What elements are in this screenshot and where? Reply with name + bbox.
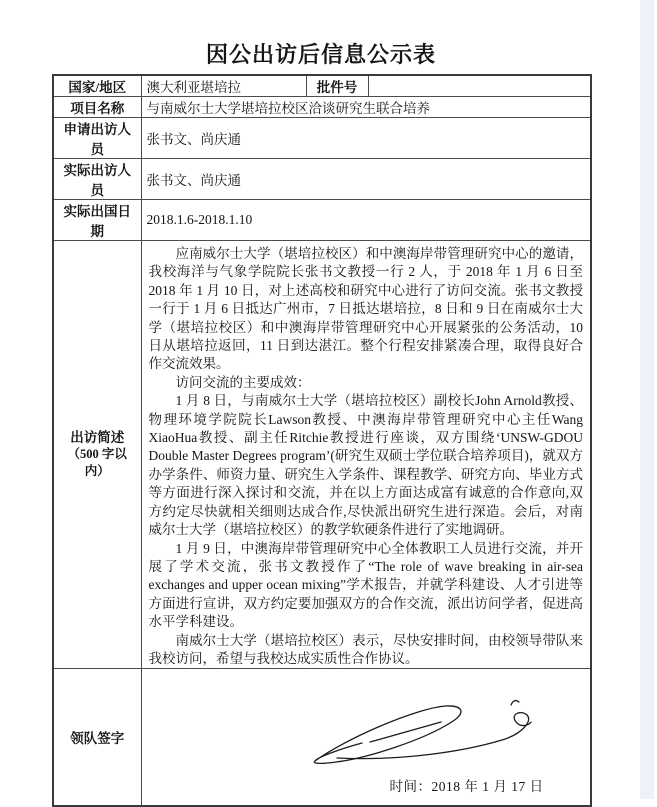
summary-paragraph: 访问交流的主要成效： — [175, 374, 311, 390]
handwritten-signature-icon — [290, 669, 540, 776]
country-value: 澳大利亚堪培拉 — [141, 75, 306, 97]
leader-signature-label: 领队签字 — [53, 669, 141, 806]
summary-text-cell — [141, 241, 591, 669]
summary-paragraph: 1 月 8 日，与南威尔士大学（堪培拉校区）副校长John Arnold教授、物理环境学院院长Lawson教授、中澳海岸带管理研究中心主任Wang XiaoHua教授、副主任Ritchie教授进行座谈，双方围绕‘UNSW-GDOU Double Master Degrees program’(研究生双硕士学位联合培养项目)，就双方办学条件、师资力量、研究生入学条件、课程教学、研究方向、毕业方式等方面进行深入探讨和交流，并在以上方面达成富有诚意的合作意向,双方约定尽快就相关细则达成合作,尽快派出研究生进行深造。会后，对南威尔士大学（堪培拉校区）的教学软硬条件进行了实地调研。 — [148, 393, 583, 538]
summary-paragraph: 应南威尔士大学（堪培拉校区）和中澳海岸带管理研究中心的邀请，我校海洋与气象学院院长张书文教授一行 2 人，于 2018 年 1 月 6 日至 2018 年 1 月 10 日，对上述高校和研究中心进行了访问交流。张书文教授一行于 1 月 6 日抵达广州市，7 日抵达堪培拉，8 日和 9 日在南威尔士大学（堪培拉校区）和中澳海岸带管理研究中心开展紧张的公务活动，10 日从堪培拉返回，11 日到达湛江。整个行程安排紧凑合理，取得良好合作交流效果。 — [148, 246, 583, 372]
leader-signature-cell — [141, 669, 591, 806]
disclosure-form-table — [52, 74, 592, 807]
signature-time: 时间：2018 年 1 月 17 日 — [389, 779, 544, 795]
applied-personnel-value: 张书文、尚庆通 — [141, 118, 591, 159]
project-label: 项目名称 — [53, 97, 141, 118]
table-row — [53, 159, 591, 200]
viewer-background-strip — [640, 0, 654, 799]
summary-paragraph: 南威尔士大学（堪培拉校区）表示，尽快安排时间，由校领导带队来我校访问，希望与我校达成实质性合作协议。 — [148, 632, 583, 666]
table-row — [53, 118, 591, 159]
actual-personnel-label: 实际出访人员 — [53, 159, 141, 200]
table-row — [53, 241, 591, 669]
table-row — [53, 75, 591, 97]
table-row — [53, 669, 591, 806]
applied-personnel-label: 申请出访人员 — [53, 118, 141, 159]
country-label: 国家/地区 — [53, 75, 141, 97]
actual-dates-label: 实际出国日期 — [53, 200, 141, 241]
summary-label — [53, 241, 141, 669]
table-row — [53, 97, 591, 118]
summary-paragraph: 1 月 9 日，中澳海岸带管理研究中心全体教职工人员进行交流，并开展了学术交流，张书文教授作了“The role of wave breaking in air-sea exchanges and upper ocean mixing”学术报告，并就学科建设、人才引进等方面进行宣讲，双方约定要加强双方的合作交流，派出访问学者，促进高水平学科建设。 — [148, 540, 583, 630]
page-title: 因公出访后信息公示表 — [205, 42, 436, 67]
approval-number-label: 批件号 — [306, 75, 368, 97]
actual-personnel-value: 张书文、尚庆通 — [141, 159, 591, 200]
summary-label-line1: 出访简述 — [70, 430, 125, 446]
project-value: 与南威尔士大学堪培拉校区洽谈研究生联合培养 — [141, 97, 591, 118]
summary-label-line2: （500 字以内） — [67, 447, 127, 479]
table-row — [53, 200, 591, 241]
approval-number-value — [368, 75, 591, 97]
actual-dates-value: 2018.1.6-2018.1.10 — [141, 200, 591, 241]
